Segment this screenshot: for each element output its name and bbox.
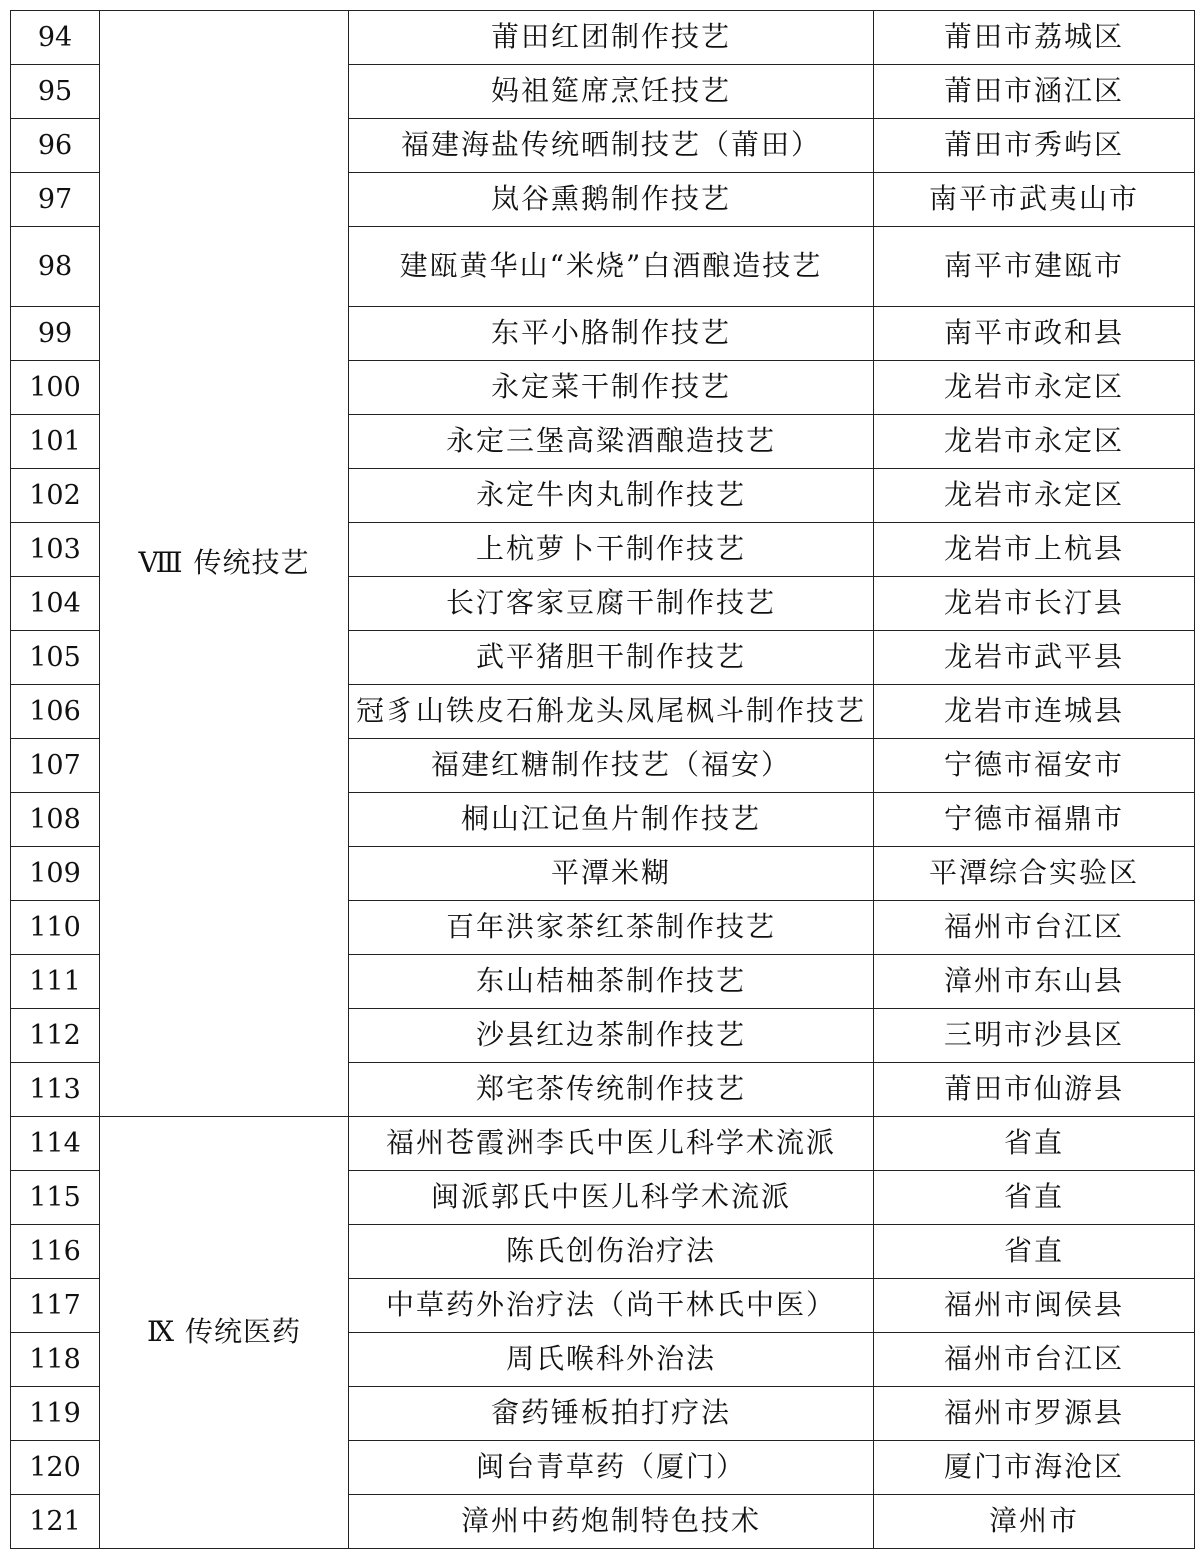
project-name-cell: 上杭萝卜干制作技艺 — [349, 523, 874, 577]
row-number: 120 — [11, 1441, 100, 1495]
row-number: 112 — [11, 1009, 100, 1063]
project-name-cell: 闽派郭氏中医儿科学术流派 — [349, 1171, 874, 1225]
row-number: 95 — [11, 65, 100, 119]
project-name-cell: 莆田红团制作技艺 — [349, 11, 874, 65]
table-row — [11, 1117, 1195, 1171]
region-cell: 福州市台江区 — [874, 1333, 1195, 1387]
table-body — [11, 11, 1195, 1549]
row-number: 100 — [11, 361, 100, 415]
row-number: 109 — [11, 847, 100, 901]
row-number: 113 — [11, 1063, 100, 1117]
region-cell: 南平市政和县 — [874, 307, 1195, 361]
region-cell: 南平市建瓯市 — [874, 227, 1195, 307]
project-name-cell: 福建红糖制作技艺（福安） — [349, 739, 874, 793]
category-cell: Ⅷ 传统技艺 — [100, 11, 349, 1117]
row-number: 118 — [11, 1333, 100, 1387]
project-name-cell: 郑宅茶传统制作技艺 — [349, 1063, 874, 1117]
region-cell: 宁德市福安市 — [874, 739, 1195, 793]
project-name-cell: 桐山江记鱼片制作技艺 — [349, 793, 874, 847]
project-name-cell: 妈祖筵席烹饪技艺 — [349, 65, 874, 119]
category-cell: Ⅸ 传统医药 — [100, 1117, 349, 1549]
region-cell: 省直 — [874, 1171, 1195, 1225]
region-cell: 莆田市仙游县 — [874, 1063, 1195, 1117]
region-cell: 龙岩市永定区 — [874, 415, 1195, 469]
row-number: 107 — [11, 739, 100, 793]
region-cell: 省直 — [874, 1225, 1195, 1279]
region-cell: 宁德市福鼎市 — [874, 793, 1195, 847]
project-name-cell: 中草药外治疗法（尚干林氏中医） — [349, 1279, 874, 1333]
row-number: 101 — [11, 415, 100, 469]
region-cell: 龙岩市连城县 — [874, 685, 1195, 739]
region-cell: 龙岩市上杭县 — [874, 523, 1195, 577]
table-row — [11, 11, 1195, 65]
region-cell: 漳州市 — [874, 1495, 1195, 1549]
project-name-cell: 东山桔柚茶制作技艺 — [349, 955, 874, 1009]
project-name-cell: 闽台青草药（厦门） — [349, 1441, 874, 1495]
region-cell: 龙岩市永定区 — [874, 469, 1195, 523]
row-number: 94 — [11, 11, 100, 65]
row-number: 98 — [11, 227, 100, 307]
region-cell: 南平市武夷山市 — [874, 173, 1195, 227]
row-number: 114 — [11, 1117, 100, 1171]
row-number: 121 — [11, 1495, 100, 1549]
row-number: 106 — [11, 685, 100, 739]
project-name-cell: 陈氏创伤治疗法 — [349, 1225, 874, 1279]
project-name-cell: 福州苍霞洲李氏中医儿科学术流派 — [349, 1117, 874, 1171]
row-number: 102 — [11, 469, 100, 523]
row-number: 116 — [11, 1225, 100, 1279]
region-cell: 三明市沙县区 — [874, 1009, 1195, 1063]
project-name-cell: 长汀客家豆腐干制作技艺 — [349, 577, 874, 631]
project-name-cell: 建瓯黄华山“米烧”白酒酿造技艺 — [349, 227, 874, 307]
region-cell: 龙岩市永定区 — [874, 361, 1195, 415]
row-number: 110 — [11, 901, 100, 955]
region-cell: 省直 — [874, 1117, 1195, 1171]
row-number: 99 — [11, 307, 100, 361]
region-cell: 福州市罗源县 — [874, 1387, 1195, 1441]
project-name-cell: 平潭米糊 — [349, 847, 874, 901]
project-name-cell: 冠豸山铁皮石斛龙头凤尾枫斗制作技艺 — [349, 685, 874, 739]
row-number: 115 — [11, 1171, 100, 1225]
project-name-cell: 东平小胳制作技艺 — [349, 307, 874, 361]
region-cell: 莆田市涵江区 — [874, 65, 1195, 119]
project-name-cell: 百年洪家茶红茶制作技艺 — [349, 901, 874, 955]
row-number: 104 — [11, 577, 100, 631]
project-name-cell: 永定牛肉丸制作技艺 — [349, 469, 874, 523]
region-cell: 福州市台江区 — [874, 901, 1195, 955]
row-number: 117 — [11, 1279, 100, 1333]
region-cell: 福州市闽侯县 — [874, 1279, 1195, 1333]
row-number: 111 — [11, 955, 100, 1009]
row-number: 103 — [11, 523, 100, 577]
heritage-list-table — [10, 10, 1195, 1549]
project-name-cell: 沙县红边茶制作技艺 — [349, 1009, 874, 1063]
project-name-cell: 永定菜干制作技艺 — [349, 361, 874, 415]
region-cell: 龙岩市武平县 — [874, 631, 1195, 685]
row-number: 105 — [11, 631, 100, 685]
row-number: 97 — [11, 173, 100, 227]
region-cell: 莆田市秀屿区 — [874, 119, 1195, 173]
project-name-cell: 武平猪胆干制作技艺 — [349, 631, 874, 685]
row-number: 119 — [11, 1387, 100, 1441]
project-name-cell: 漳州中药炮制特色技术 — [349, 1495, 874, 1549]
region-cell: 厦门市海沧区 — [874, 1441, 1195, 1495]
row-number: 108 — [11, 793, 100, 847]
project-name-cell: 畲药锤板拍打疗法 — [349, 1387, 874, 1441]
project-name-cell: 永定三堡高粱酒酿造技艺 — [349, 415, 874, 469]
region-cell: 龙岩市长汀县 — [874, 577, 1195, 631]
row-number: 96 — [11, 119, 100, 173]
project-name-cell: 岚谷熏鹅制作技艺 — [349, 173, 874, 227]
project-name-cell: 福建海盐传统晒制技艺（莆田） — [349, 119, 874, 173]
region-cell: 漳州市东山县 — [874, 955, 1195, 1009]
region-cell: 莆田市荔城区 — [874, 11, 1195, 65]
project-name-cell: 周氏喉科外治法 — [349, 1333, 874, 1387]
region-cell: 平潭综合实验区 — [874, 847, 1195, 901]
